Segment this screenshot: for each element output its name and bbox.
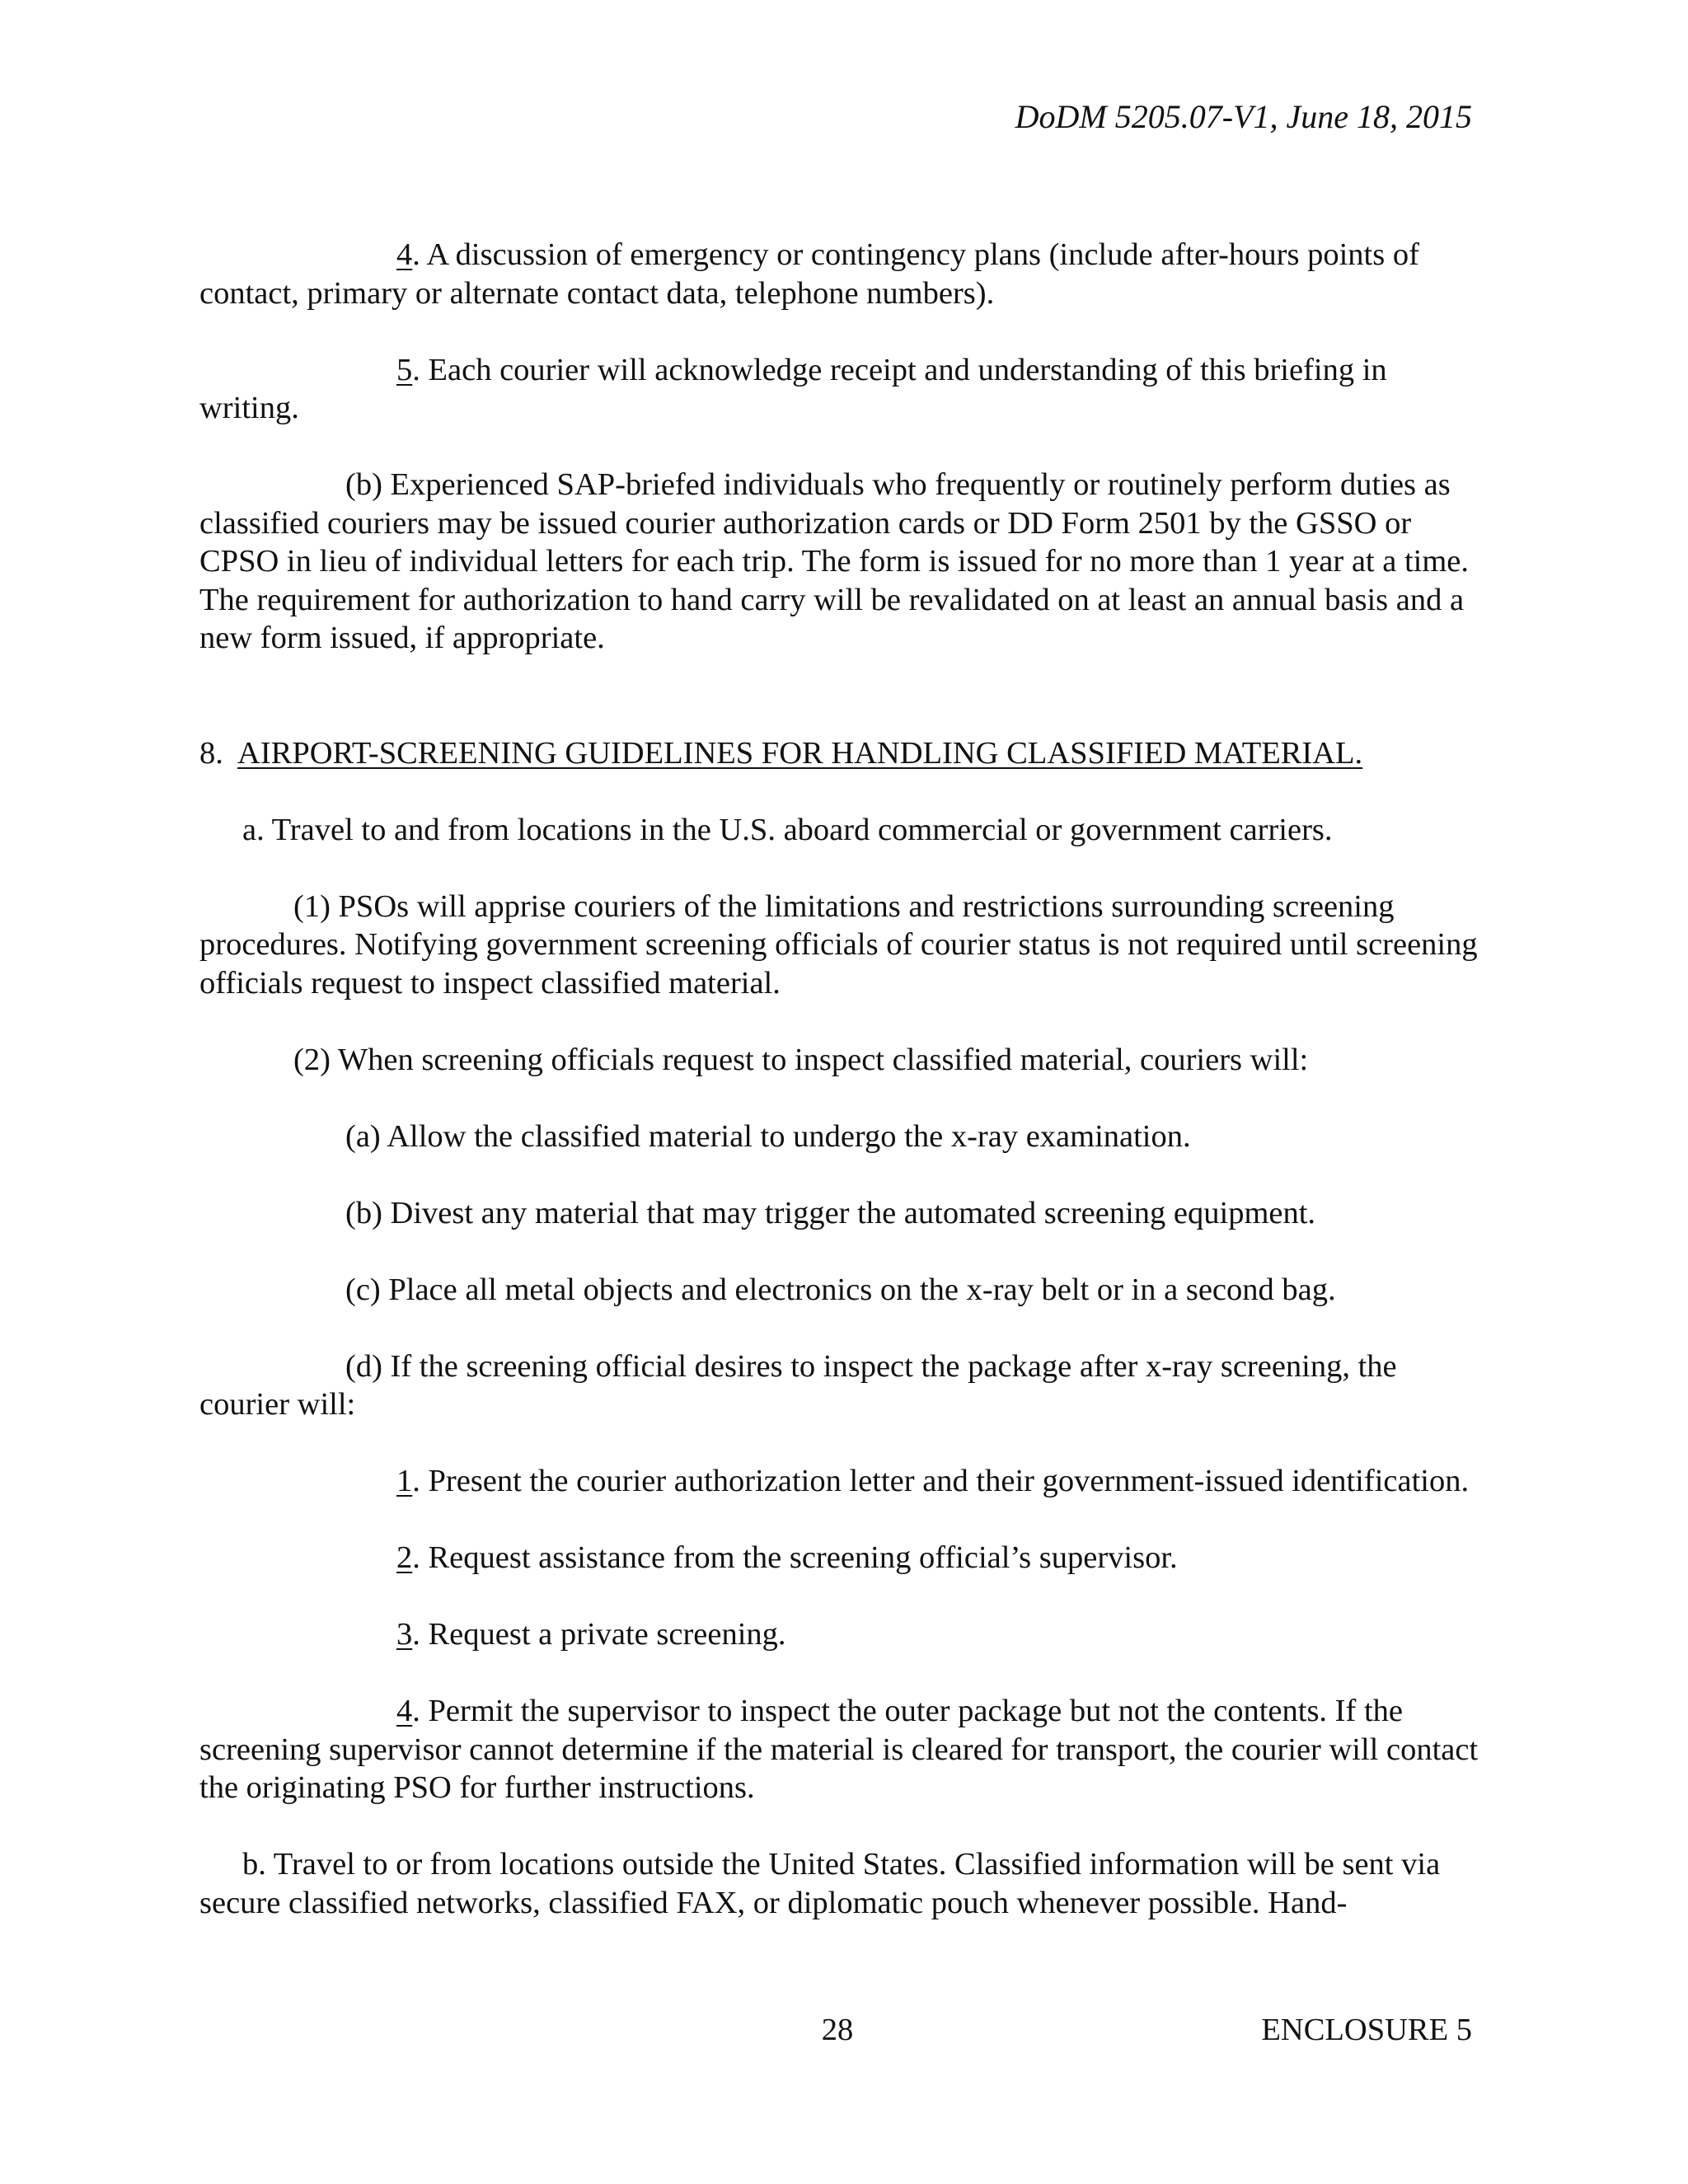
document-body <box>199 236 1487 1961</box>
page-number: 28 <box>821 2013 854 2047</box>
paragraph-contingency-plans <box>199 236 1487 312</box>
paragraph-travel-us: a. Travel to and from locations in the U.S. aboard commercial or government carriers. <box>242 812 1333 847</box>
paragraph-screening-request: (2) When screening officials request to inspect classified material, couriers will: <box>293 1042 1309 1077</box>
item-marker: 3 <box>396 1617 413 1652</box>
paragraph-inspect-package: (d) If the screening official desires to inspect the package after x-ray screening, the courier will: <box>199 1348 1397 1422</box>
paragraph-text: . Each courier will acknowledge receipt and understanding of this briefing in writing. <box>199 352 1387 425</box>
item-marker: 2 <box>396 1540 413 1575</box>
item-marker: 1 <box>396 1464 413 1498</box>
paragraph-private-screening <box>199 1615 1487 1654</box>
paragraph-text: . Request a private screening. <box>412 1617 786 1652</box>
paragraph-request-assistance <box>199 1539 1487 1577</box>
paragraph-experienced-couriers: (b) Experienced SAP-briefed individuals who frequently or routinely perform duties as classified couriers may be issued courier authorization cards or DD Form 2501 by the GSSO or CPSO in lieu of individual letters for each trip. The form is issued for no more than 1 year at a time. The requirement for authorization to hand carry will be revalidated on at least an annual basis and a new form issued, if appropriate. <box>199 467 1469 655</box>
paragraph-travel-outside-us: b. Travel to or from locations outside the United States. Classified information will be sent via secure classified networks, classified FAX, or diplomatic pouch whenever possible. Hand- <box>199 1847 1441 1920</box>
document-header: DoDM 5205.07-V1, June 18, 2015 <box>1015 98 1472 135</box>
paragraph-text: . Request assistance from the screening official’s supervisor. <box>412 1540 1178 1575</box>
paragraph-permit-supervisor <box>199 1692 1487 1807</box>
paragraph-text: . Permit the supervisor to inspect the outer package but not the contents. If the screening supervisor cannot determine if the material is cleared for transport, the courier will contact the originating PSO for further instructions. <box>199 1694 1479 1805</box>
paragraph-divest-material: (b) Divest any material that may trigger the automated screening equipment. <box>345 1195 1316 1230</box>
paragraph-present-letter <box>199 1462 1487 1501</box>
item-marker: 5 <box>396 352 413 387</box>
paragraph-pso-apprise: (1) PSOs will apprise couriers of the limitations and restrictions surrounding screening procedures. Notifying government screening officials of courier status is not required until screening officials request to inspect classified material. <box>199 888 1478 1001</box>
section-number: 8. <box>199 735 223 771</box>
paragraph-xray-exam: (a) Allow the classified material to undergo the x-ray examination. <box>345 1118 1191 1154</box>
item-marker: 4 <box>396 1694 413 1728</box>
section-heading-8 <box>199 734 1487 773</box>
item-marker: 4 <box>396 237 413 272</box>
paragraph-text: . Present the courier authorization letter and their government-issued identification. <box>412 1464 1470 1498</box>
paragraph-acknowledge-receipt <box>199 351 1487 428</box>
enclosure-label: ENCLOSURE 5 <box>1261 2013 1472 2047</box>
section-title: AIRPORT-SCREENING GUIDELINES FOR HANDLING CLASSIFIED MATERIAL. <box>237 735 1363 771</box>
paragraph-text: . A discussion of emergency or contingency plans (include after-hours points of contact, primary or alternate contact data, telephone numbers). <box>199 237 1419 311</box>
paragraph-metal-objects: (c) Place all metal objects and electronics on the x-ray belt or in a second bag. <box>345 1272 1336 1307</box>
